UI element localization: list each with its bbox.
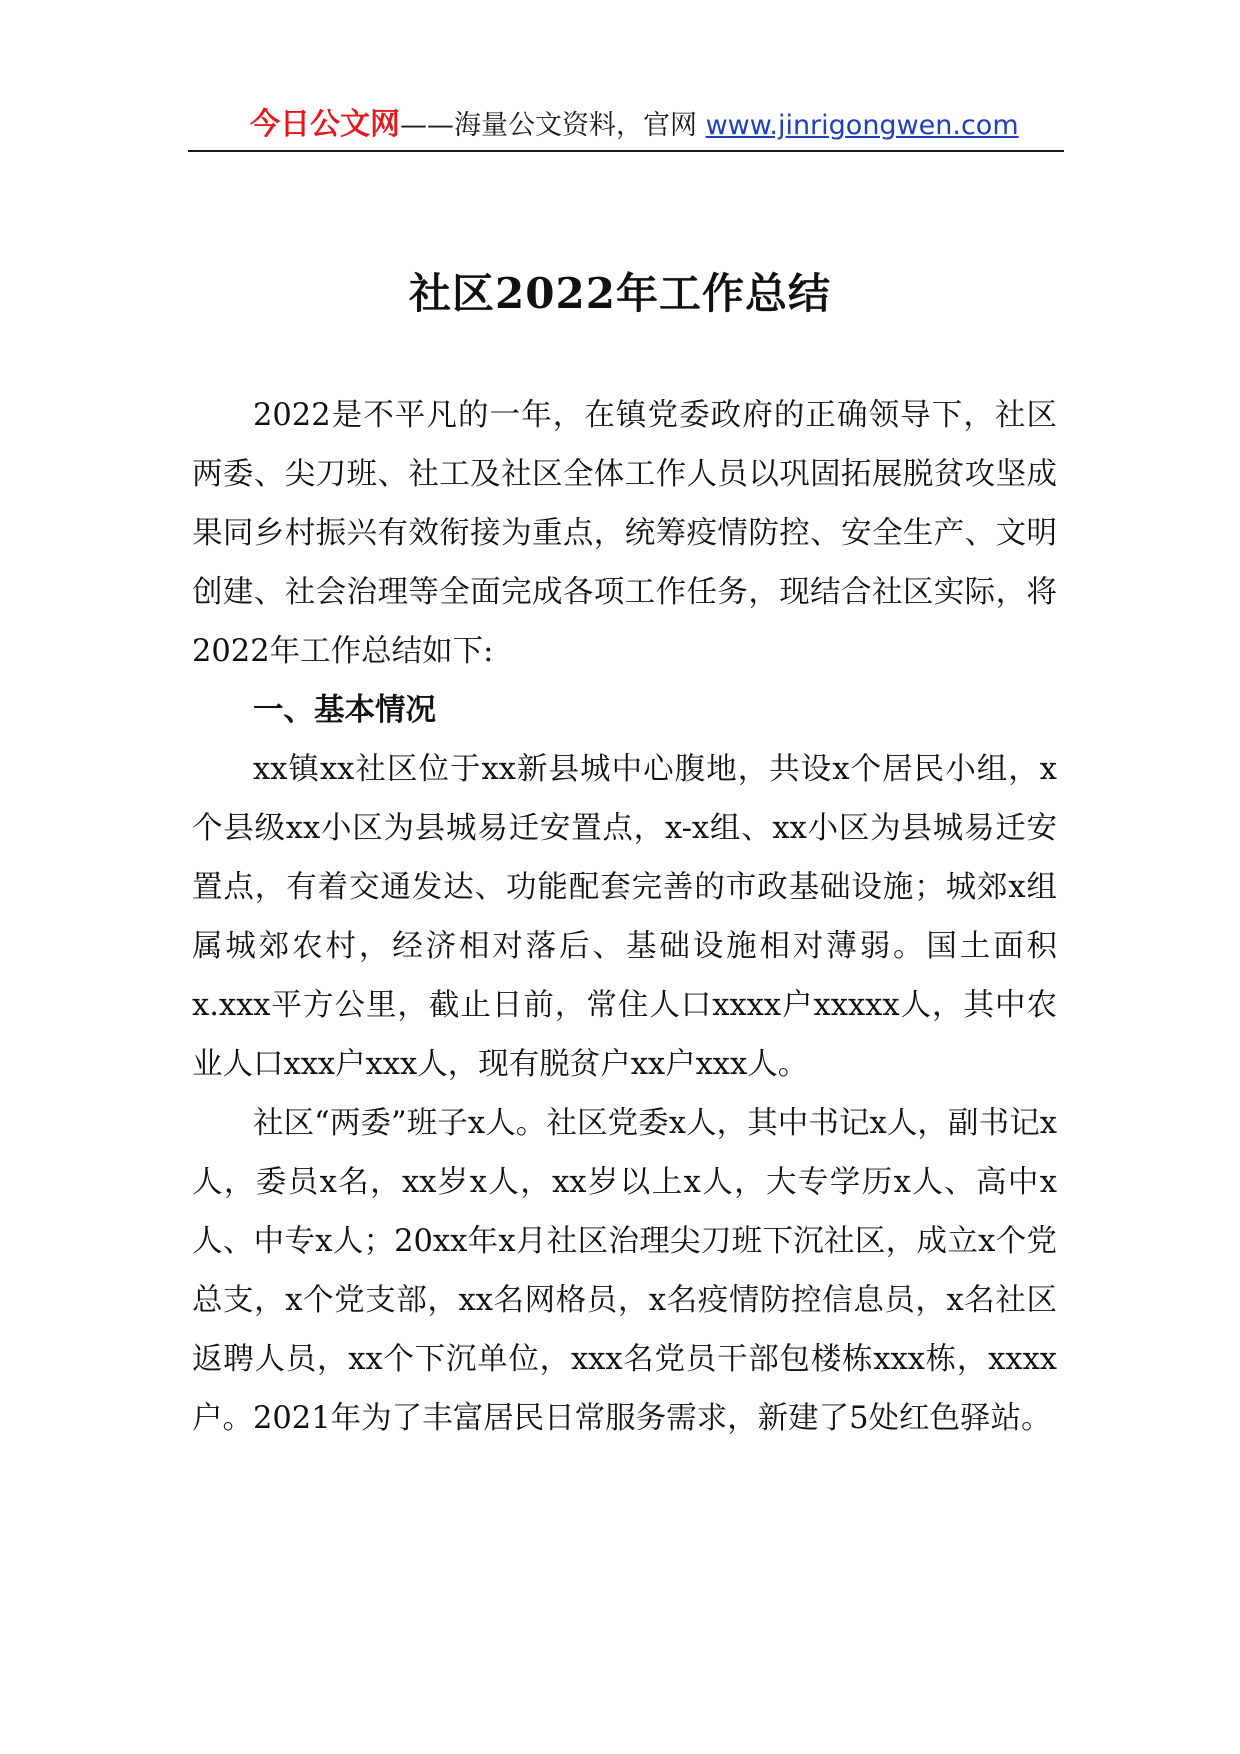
header-line: [250, 108, 1019, 143]
brand-name: 今日公文网: [250, 107, 400, 142]
page-header: [188, 102, 1064, 152]
intro-paragraph: 2022是不平凡的一年，在镇党委政府的正确领导下，社区两委、尖刀班、社工及社区全体工作人员以巩固拓展脱贫攻坚成果同乡村振兴有效衔接为重点，统筹疫情防控、安全生产、文明创建、社会治理等全面完成各项工作任务，现结合社区实际，将2022年工作总结如下:: [192, 398, 1057, 669]
basic-info-paragraph-1: xx镇xx社区位于xx新县城中心腹地，共设x个居民小组，x个县级xx小区为县城易迁安置点，x-x组、xx小区为县城易迁安置点，有着交通发达、功能配套完善的市政基础设施；城郊x组属城郊农村，经济相对落后、基础设施相对薄弱。国土面积x.xxx平方公里，截止日前，常住人口xxxx户xxxxx人，其中农业人口xxx户xxx人，现有脱贫户xx户xxx人。: [192, 752, 1057, 1082]
document-title: 社区2022年工作总结: [409, 269, 831, 319]
header-tagline: ——海量公文资料，官网: [400, 110, 706, 141]
website-link[interactable]: www.jinrigongwen.com: [705, 110, 1019, 141]
section-heading-basic-info: 一、基本情况: [253, 693, 436, 728]
document-body: [192, 386, 1057, 1448]
basic-info-paragraph-2: 社区“两委”班子x人。社区党委x人，其中书记x人，副书记x人，委员x名，xx岁x人，xx岁以上x人，大专学历x人、高中x人、中专x人；20xx年x月社区治理尖刀班下沉社区，成立x个党总支，x个党支部，xx名网格员，x名疫情防控信息员，x名社区返聘人员，xx个下沉单位，xxx名党员干部包楼栋xxx栋，xxxx户。2021年为了丰富居民日常服务需求，新建了5处红色驿站。: [192, 1106, 1057, 1436]
